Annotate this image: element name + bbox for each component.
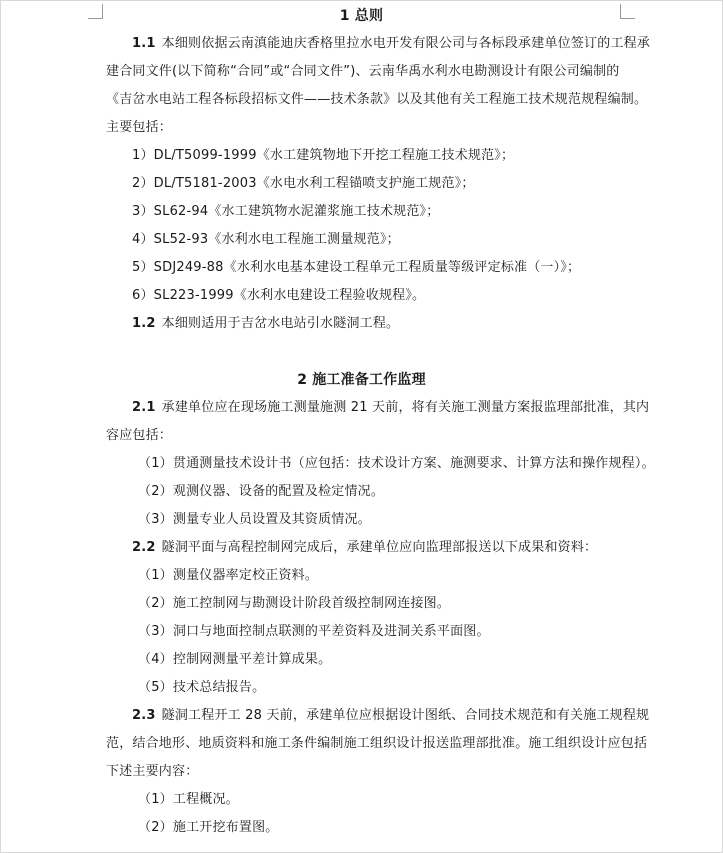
standard-list-item: 2）DL/T5181-2003《水电水利工程锚喷支护施工规范》；	[132, 176, 475, 191]
clause-2-3-line-1	[132, 702, 692, 730]
list-item: （1）工程概况。	[138, 792, 239, 807]
section-2-heading: 2 施工准备工作监理	[297, 372, 426, 388]
clause-number: 1.2	[132, 316, 156, 331]
clause-number: 1.1	[132, 36, 156, 51]
list-item: （4）控制网测量平差计算成果。	[138, 652, 332, 667]
list-item: （1）贯通测量技术设计书（应包括：技术设计方案、施测要求、计算方法和操作规程）。	[138, 456, 655, 471]
list-item: （3）测量专业人员设置及其资质情况。	[138, 512, 371, 527]
standard-list-item: 6）SL223-1999《水利水电建设工程验收规程》。	[132, 288, 426, 303]
list-item: （2）施工开挖布置图。	[138, 820, 279, 835]
list-item: （5）技术总结报告。	[138, 680, 266, 695]
clause-text: 本细则适用于吉岔水电站引水隧洞工程。	[161, 316, 400, 331]
clause-2-3-line-3: 下述主要内容：	[106, 764, 199, 779]
clause-2-1-line-2: 容应包括：	[106, 428, 173, 443]
clause-2-3-line-2: 范，结合地形、地质资料和施工条件编制施工组织设计报送监理部批准。施工组织设计应包括	[106, 736, 648, 751]
clause-2-1-line-1	[132, 394, 692, 422]
clause-2-2-line-1	[132, 534, 692, 562]
clause-1-1-line-4: 主要包括：	[106, 120, 173, 135]
clause-1-1-line-1	[132, 30, 692, 58]
clause-number: 2.3	[132, 708, 156, 723]
list-item: （2）施工控制网与勘测设计阶段首级控制网连接图。	[138, 596, 451, 611]
section-1-heading: 1 总则	[339, 8, 384, 24]
standard-list-item: 3）SL62-94《水工建筑物水泥灌浆施工技术规范》；	[132, 204, 440, 219]
clause-number: 2.1	[132, 400, 156, 415]
standard-list-item: 4）SL52-93《水利水电工程施工测量规范》；	[132, 232, 400, 247]
list-item: （3）洞口与地面控制点联测的平差资料及进洞关系平面图。	[138, 624, 490, 639]
list-item: （1）测量仪器率定校正资料。	[138, 568, 319, 583]
clause-text: 隧洞工程开工 28 天前，承建单位应根据设计图纸、合同技术规范和有关施工规程规	[161, 708, 650, 723]
clause-text: 本细则依据云南滇能迪庆香格里拉水电开发有限公司与各标段承建单位签订的工程承	[161, 36, 651, 51]
clause-1-1-line-2: 建合同文件(以下简称“合同”或“合同文件”)、云南华禹水利水电勘测设计有限公司编制的	[106, 64, 620, 79]
standard-list-item: 1）DL/T5099-1999《水工建筑物地下开挖工程施工技术规范》；	[132, 148, 515, 163]
clause-1-2	[132, 310, 692, 338]
standard-list-item: 5）SDJ249-88《水利水电基本建设工程单元工程质量等级评定标准（一）》；	[132, 260, 581, 275]
clause-text: 承建单位应在现场施工测量施测 21 天前，将有关施工测量方案报监理部批准，其内	[161, 400, 650, 415]
clause-number: 2.2	[132, 540, 156, 555]
clause-text: 隧洞平面与高程控制网完成后，承建单位应向监理部报送以下成果和资料：	[161, 540, 598, 555]
clause-1-1-line-3: 《吉岔水电站工程各标段招标文件——技术条款》以及其他有关工程施工技术规范规程编制。	[106, 92, 648, 107]
list-item: （2）观测仪器、设备的配置及检定情况。	[138, 484, 385, 499]
